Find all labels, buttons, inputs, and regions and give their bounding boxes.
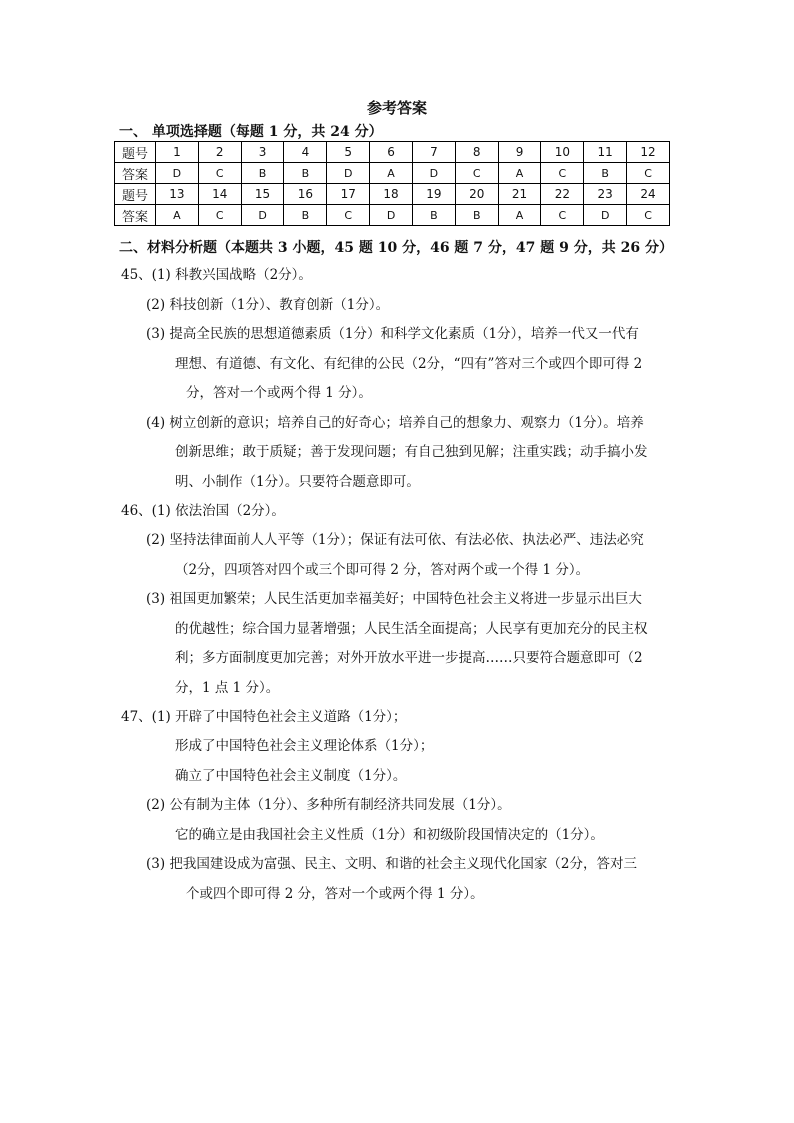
question-number: 5	[327, 142, 370, 163]
question-number: 9	[498, 142, 541, 163]
question-number: 3	[241, 142, 284, 163]
answer-cell: B	[284, 205, 327, 226]
answer-cell: D	[327, 163, 370, 184]
answer-line: (4) 树立创新的意识；培养自己的好奇心；培养自己的想象力、观察力（1分）。培养	[146, 415, 644, 431]
question-number: 8	[455, 142, 498, 163]
row-label: 题号	[115, 184, 156, 205]
answer-line: (2) 科技创新（1分）、教育创新（1分）。	[146, 297, 390, 313]
answer-line: (3) 把我国建设成为富强、民主、文明、和谐的社会主义现代化国家（2分，答对三	[146, 856, 638, 872]
answer-cell: C	[627, 163, 670, 184]
table-row	[115, 205, 670, 226]
answer-line: (2) 坚持法律面前人人平等（1分）；保证有法可依、有法必依、执法必严、违法必究	[146, 532, 644, 548]
section1-heading: 一、 单项选择题（每题 1 分，共 24 分）	[119, 124, 383, 140]
question-number: 14	[198, 184, 241, 205]
answer-table	[114, 141, 670, 226]
answer-line: 创新思维；敢于质疑；善于发现问题；有自己独到见解；注重实践；动手搞小发	[175, 444, 648, 460]
answer-cell: B	[455, 205, 498, 226]
question-number: 12	[627, 142, 670, 163]
question-number: 2	[198, 142, 241, 163]
question-number: 10	[541, 142, 584, 163]
row-label: 题号	[115, 142, 156, 163]
answer-line: (2) 公有制为主体（1分）、多种所有制经济共同发展（1分）。	[146, 797, 511, 813]
answer-line: 47、(1) 开辟了中国特色社会主义道路（1分）；	[121, 709, 407, 725]
question-number: 23	[584, 184, 627, 205]
table-row	[115, 163, 670, 184]
table-row	[115, 142, 670, 163]
answer-cell: D	[241, 205, 284, 226]
question-number: 17	[327, 184, 370, 205]
answer-cell: B	[584, 163, 627, 184]
answer-line: 46、(1) 依法治国（2分）。	[121, 503, 285, 519]
answer-line: 利；多方面制度更加完善；对外开放水平进一步提高……只要符合题意即可（2	[175, 650, 643, 666]
question-number: 7	[412, 142, 455, 163]
answer-cell: A	[156, 205, 199, 226]
answer-cell: D	[412, 163, 455, 184]
row-label: 答案	[115, 205, 156, 226]
answer-line: 明、小制作（1分）。只要符合题意即可。	[175, 474, 420, 490]
answer-cell: C	[455, 163, 498, 184]
answer-line: 分，答对一个或两个得 1 分）。	[186, 385, 372, 401]
answer-cell: C	[198, 163, 241, 184]
question-number: 21	[498, 184, 541, 205]
answer-line: (3) 祖国更加繁荣；人民生活更加幸福美好；中国特色社会主义将进一步显示出巨大	[146, 591, 642, 607]
answer-line: 分，1 点 1 分）。	[175, 680, 280, 696]
page-title: 参考答案	[366, 99, 427, 117]
answer-cell: B	[284, 163, 327, 184]
answer-line: 的优越性；综合国力显著增强；人民生活全面提高；人民享有更加充分的民主权	[175, 621, 648, 637]
answer-cell: C	[627, 205, 670, 226]
answer-cell: C	[541, 205, 584, 226]
question-number: 4	[284, 142, 327, 163]
answer-cell: C	[327, 205, 370, 226]
question-number: 20	[455, 184, 498, 205]
section2-heading: 二、材料分析题（本题共 3 小题，45 题 10 分，46 题 7 分，47 题 9 分，共 26 分）	[119, 240, 673, 256]
answer-cell: A	[498, 205, 541, 226]
answer-line: （2分，四项答对四个或三个即可得 2 分，答对两个或一个得 1 分）。	[175, 562, 590, 578]
answer-line: (3) 提高全民族的思想道德素质（1分）和科学文化素质（1分），培养一代又一代有	[146, 326, 639, 342]
answer-cell: C	[541, 163, 584, 184]
answer-cell: A	[370, 163, 413, 184]
question-number: 11	[584, 142, 627, 163]
question-number: 22	[541, 184, 584, 205]
question-number: 18	[370, 184, 413, 205]
question-number: 6	[370, 142, 413, 163]
answer-cell: B	[412, 205, 455, 226]
question-number: 1	[156, 142, 199, 163]
answer-line: 形成了中国特色社会主义理论体系（1分）；	[175, 738, 434, 754]
answer-cell: B	[241, 163, 284, 184]
answer-line: 理想、有道德、有文化、有纪律的公民（2分，“四有”答对三个或四个即可得 2	[175, 356, 643, 372]
answer-cell: D	[584, 205, 627, 226]
answer-line: 45、(1) 科教兴国战略（2分）。	[121, 267, 312, 283]
question-number: 24	[627, 184, 670, 205]
answer-line: 它的确立是由我国社会主义性质（1分）和初级阶段国情决定的（1分）。	[175, 827, 604, 843]
row-label: 答案	[115, 163, 156, 184]
answer-line: 个或四个即可得 2 分，答对一个或两个得 1 分）。	[186, 886, 484, 902]
question-number: 19	[412, 184, 455, 205]
answer-line: 确立了中国特色社会主义制度（1分）。	[175, 768, 407, 784]
question-number: 16	[284, 184, 327, 205]
answer-cell: C	[198, 205, 241, 226]
table-row	[115, 184, 670, 205]
answer-cell: D	[156, 163, 199, 184]
answer-cell: D	[370, 205, 413, 226]
question-number: 13	[156, 184, 199, 205]
answer-cell: A	[498, 163, 541, 184]
question-number: 15	[241, 184, 284, 205]
